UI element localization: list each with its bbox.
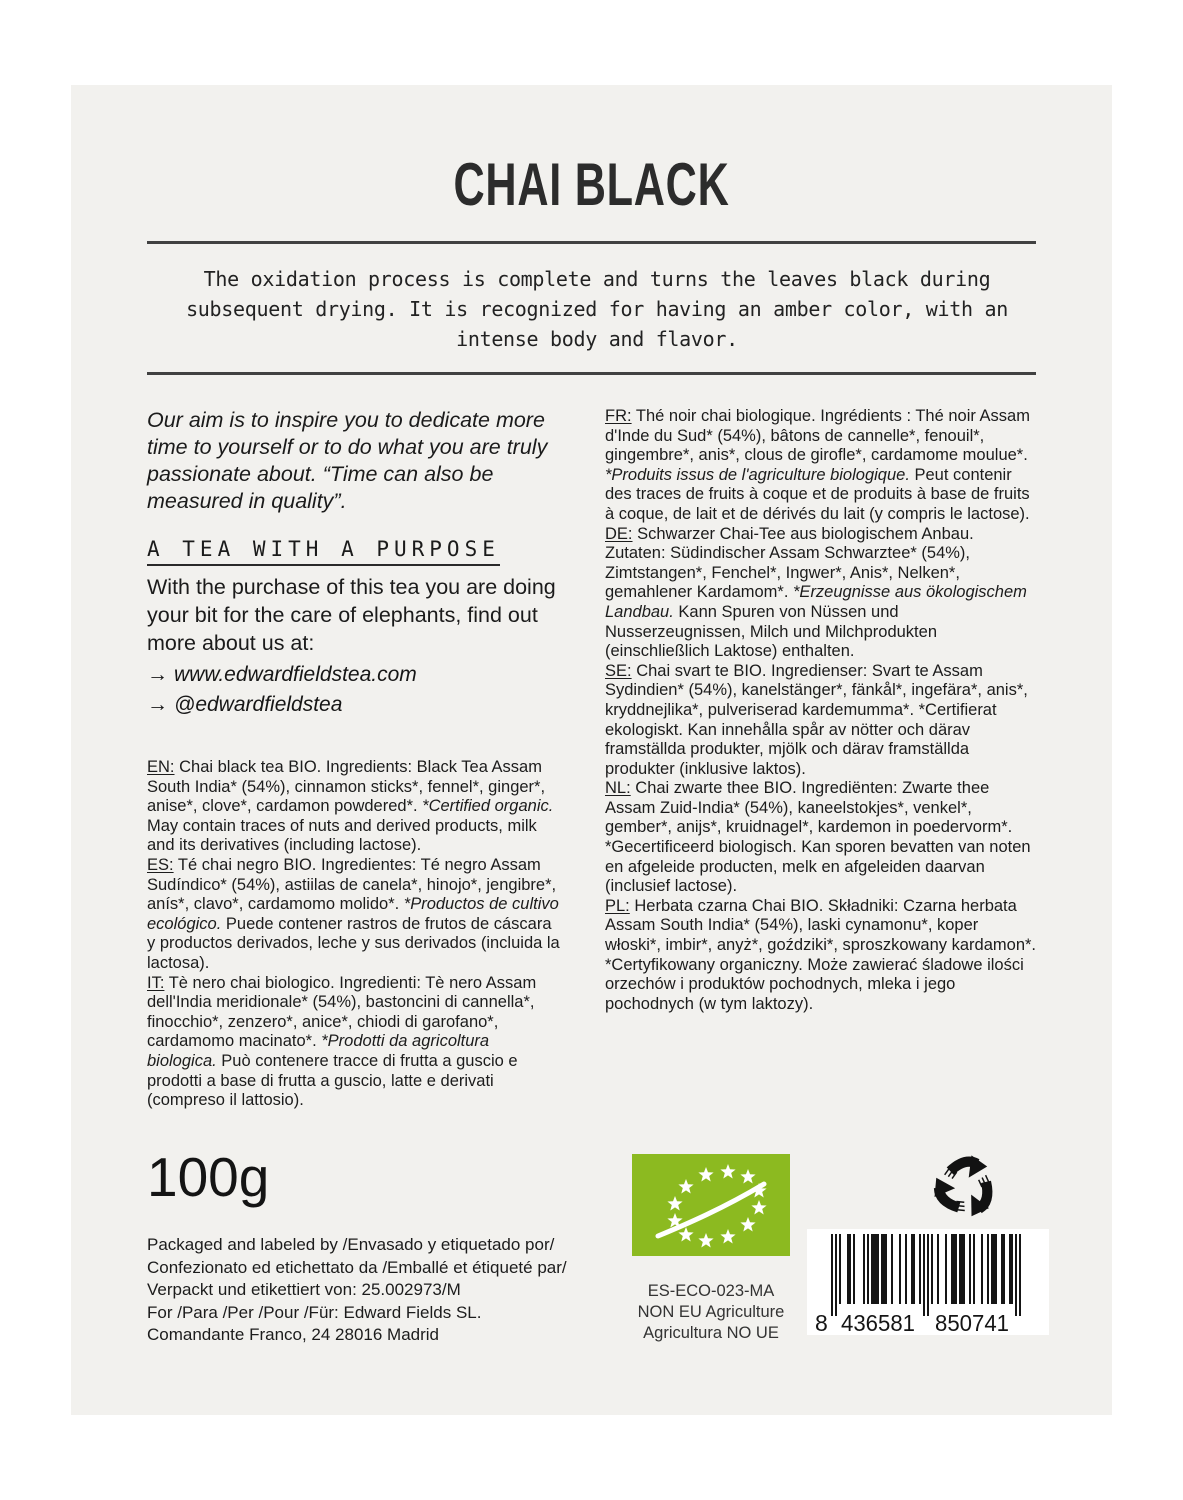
barcode-bar <box>905 1234 907 1304</box>
barcode-bar <box>987 1234 989 1304</box>
barcode-bar <box>981 1234 983 1304</box>
cert-line: NON EU Agriculture <box>637 1303 785 1321</box>
divider-bottom <box>147 372 1036 375</box>
language-code-nl: NL: <box>605 779 631 798</box>
link-text: @edwardfieldstea <box>174 693 343 716</box>
cert-line: Agricultura NO UE <box>643 1324 779 1342</box>
barcode-bar <box>911 1234 915 1304</box>
language-code-pl: PL: <box>605 896 630 915</box>
barcode-bar <box>931 1234 933 1304</box>
language-code-en: EN: <box>147 758 175 776</box>
right-column <box>605 407 1036 1014</box>
cert-line: ES-ECO-023-MA <box>647 1282 775 1300</box>
barcode-digits: 8 <box>815 1310 828 1334</box>
language-code-de: DE: <box>605 524 633 543</box>
ingredients-en: EN: Chai black tea BIO. Ingredients: Black Tea Assam South India* (54%), cinnamon sticks*, fennel*, ginger*, anise*, clove*, cardamon powdered*. *Certified organic. May contain traces of nuts and derived products, milk and its derivatives (including lactose). <box>147 758 554 855</box>
barcode <box>807 1229 1049 1335</box>
barcode-bar <box>863 1234 865 1304</box>
barcode-digits: 850741 <box>935 1310 1009 1334</box>
eu-organic-leaf-logo <box>632 1154 790 1256</box>
packaging-info <box>147 1234 615 1347</box>
recycling-icon <box>925 1148 1005 1222</box>
barcode-digits: 436581 <box>841 1310 915 1334</box>
barcode-bar <box>937 1234 939 1304</box>
packaging-line: For /Para /Per /Pour /Für: Edward Fields SL. <box>147 1302 482 1322</box>
organic-certification <box>615 1148 807 1347</box>
divider-top <box>147 241 1036 244</box>
ingredients-nl: NL: Chai zwarte thee BIO. Ingrediënten: Zwarte thee Assam Zuid-India* (54%), kaneelstokjes*, venkel*, gember*, anijs*, kruidnagel*, kardemon in poedervorm*. *Gecertificeerd biologisch. Kan sporen bevatten van noten en afgeleide producten, melk en afgeleiden daarvan (inclusief lactose). <box>605 779 1031 896</box>
language-code-fr: FR: <box>605 407 632 425</box>
ingredients-right <box>605 407 1036 1014</box>
ingredients-it: IT: Tè nero chai biologico. Ingredienti: Tè nero Assam dell'India meridionale* (54%), bastoncini di cannella*, finocchio*, zenzero*, anice*, chiodi di garofano*, cardamomo macinato*. *Prodotti da agricoltura biologica. Può contenere tracce di frutta a guscio e prodotti a base di frutta a guscio, latte e derivati (compreso il lattosio). <box>147 973 537 1110</box>
packaging-line: Packaged and labeled by /Envasado y etiquetado por/ <box>147 1235 555 1254</box>
product-title: CHAI BLACK <box>453 151 730 218</box>
ingredients-left <box>147 758 561 1111</box>
barcode-bar <box>1019 1234 1021 1316</box>
barcode-bar <box>919 1234 921 1304</box>
barcode-bar <box>951 1234 957 1304</box>
link-instagram <box>147 690 561 720</box>
left-column <box>147 407 561 1111</box>
content-columns <box>147 407 1036 1111</box>
net-weight: 100g <box>147 1146 270 1208</box>
language-code-it: IT: <box>147 973 165 992</box>
barcode-bar <box>831 1234 833 1316</box>
barcode-bar <box>1009 1234 1013 1304</box>
barcode-bar <box>927 1234 929 1316</box>
tea-label-back <box>71 85 1112 1415</box>
ingredients-de: DE: Schwarzer Chai-Tee aus biologischem Anbau. Zutaten: Südindischer Assam Schwarztee* (54%), Zimtstangen*, Fenchel*, Ingwer*, Anis*, Nelken*, gemahlener Kardamom*. *Erzeugnisse aus ökologischem Landbau. Kann Spuren von Nüssen und Nusserzeugnissen, Milch und Milchprodukten (einschließlich Laktose) enthalten. <box>605 524 1027 661</box>
organic-cert-text <box>615 1281 807 1344</box>
barcode-bar <box>1001 1234 1005 1304</box>
purpose-body: With the purchase of this tea you are doing your bit for the care of elephants, find out more about us at: <box>147 575 556 655</box>
barcode-bar <box>847 1234 851 1304</box>
link-website <box>147 660 561 690</box>
link-text: www.edwardfieldstea.com <box>174 663 417 686</box>
barcode-bar <box>891 1234 893 1304</box>
barcode-bar <box>899 1234 901 1304</box>
bottom-band <box>147 1148 1036 1347</box>
barcode-and-recycling <box>807 1148 1049 1347</box>
barcode-bar <box>923 1234 925 1316</box>
packaging-line: Verpackt und etikettiert von: 25.002973/M <box>147 1280 461 1299</box>
barcode-bar <box>959 1234 965 1304</box>
barcode-bar <box>991 1234 997 1304</box>
ingredients-pl: PL: Herbata czarna Chai BIO. Składniki: Czarna herbata Assam South India* (54%), laski cynamonu*, koper włoski*, imbir*, anyż*, goździki*, sproszkowany kardamon*. *Certyfikowany organiczny. Może zawierać śladowe ilości orzechów i produktów pochodnych, mleka i jego pochodnych (w tym laktozy). <box>605 896 1036 1013</box>
barcode-bar <box>871 1234 879 1304</box>
barcode-bar <box>945 1234 947 1304</box>
ingredients-se: SE: Chai svart te BIO. Ingredienser: Svart te Assam Sydindien* (54%), kanelstänger*, fänkål*, ingefära*, anis*, kryddnejlika*, pulveriserad kardemumma*. *Certifierat ekologiskt. Kan innehålla spår av nötter och därav framställda produkter, mjölk och därav framställda produkter (inklusive laktos). <box>605 661 1028 778</box>
packaging-line: Comandante Franco, 24 28016 Madrid <box>147 1325 440 1344</box>
barcode-bars <box>815 1232 1041 1334</box>
arrow-icon: → <box>147 693 168 716</box>
barcode-bar <box>881 1234 887 1304</box>
weight-and-packer <box>147 1148 615 1347</box>
packaging-line: Confezionato ed etichettato da /Emballé et étiqueté par/ <box>147 1257 567 1277</box>
purpose-heading: A TEA WITH A PURPOSE <box>147 537 500 566</box>
barcode-bar <box>1015 1234 1017 1316</box>
barcode-bar <box>853 1234 855 1304</box>
ingredients-es: ES: Té chai negro BIO. Ingredientes: Té negro Assam Sudíndico* (54%), astiilas de canela*, hinojo*, jengibre*, anís*, clavo*, cardamomo molido*. *Productos de cultivo ecológico. Puede contener rastros de frutos de cáscara y productos derivados, leche y sus derivados (incluida la lactosa). <box>147 855 560 972</box>
barcode-bar <box>839 1234 841 1304</box>
links <box>147 660 561 720</box>
barcode-bar <box>835 1234 837 1316</box>
arrow-icon: → <box>147 663 168 686</box>
brand-statement: Our aim is to inspire you to dedicate more time to yourself or to do what you are truly passionate about. “Time can also be measured in quality”. <box>147 408 548 513</box>
language-code-se: SE: <box>605 661 632 680</box>
barcode-bar <box>973 1234 975 1304</box>
product-description: The oxidation process is complete and turns the leaves black during subsequent drying. It is recognized for having an amber color, with an intense body and flavor. <box>186 267 1008 351</box>
barcode-bar <box>969 1234 971 1304</box>
barcode-bar <box>867 1234 869 1304</box>
language-code-es: ES: <box>147 855 174 874</box>
ingredients-fr: FR: Thé noir chai biologique. Ingrédients : Thé noir Assam d'Inde du Sud* (54%), bâtons de cannelle*, fenouil*, gingembre*, anis*, clous de girofle*, cardamome moulue*. *Produits issus de l'agriculture biologique. Peut contenir des traces de fruits à coque et de produits à base de fruits à coque, de lait et de dérivés du lait (y compris le lactose). <box>605 407 1030 523</box>
